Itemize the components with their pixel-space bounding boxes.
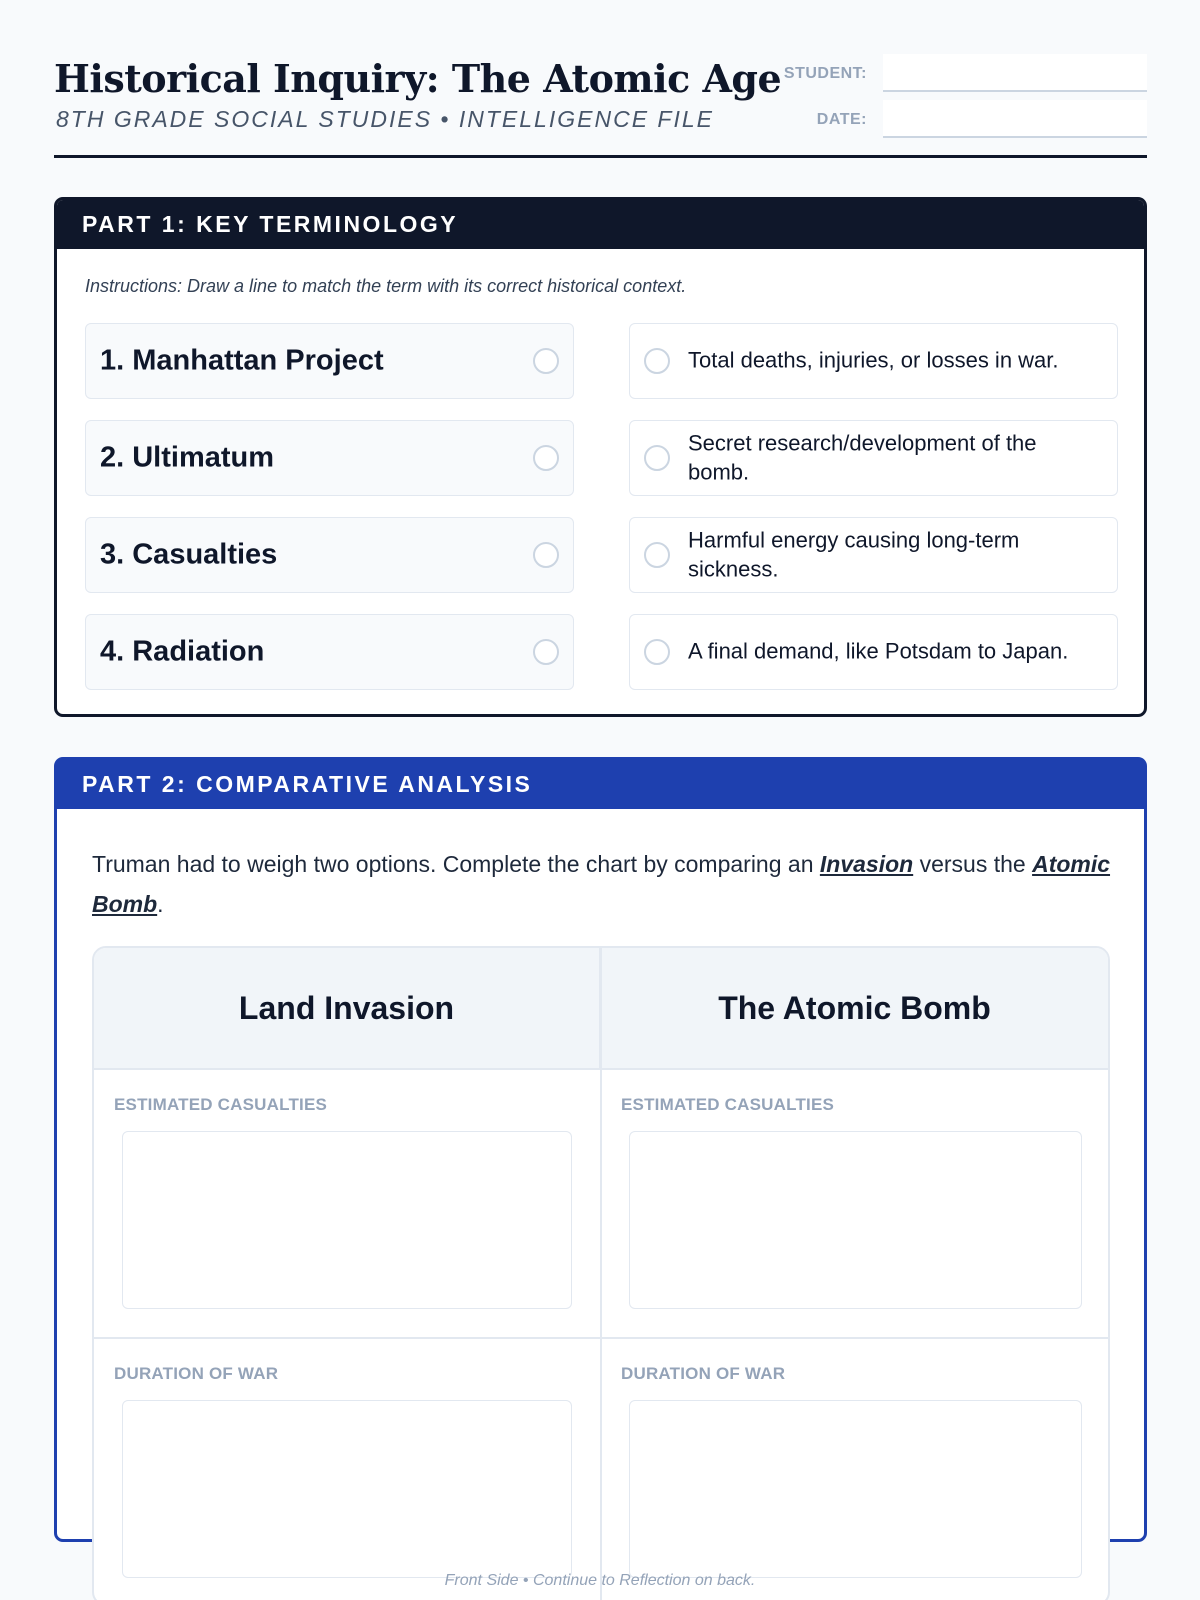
term-label: 1. Manhattan Project (100, 344, 384, 377)
comparison-chart (92, 946, 1110, 1600)
part1-section (54, 197, 1147, 717)
student-label: STUDENT: (783, 65, 867, 82)
term-label: 4. Radiation (100, 635, 265, 668)
definition-label: Harmful energy causing long-term sickness. (688, 527, 1020, 581)
term-match-dot[interactable] (533, 348, 559, 374)
prompt-emphasis-atomic-bomb: Atomic Bomb (92, 851, 1111, 917)
prompt-text: versus the (913, 851, 1033, 877)
definition-match-dot[interactable] (644, 542, 670, 568)
definition-label: Secret research/development of the bomb. (688, 430, 1037, 484)
page-subtitle: 8TH GRADE SOCIAL STUDIES • INTELLIGENCE FILE (56, 106, 714, 132)
worksheet-header (54, 54, 1147, 158)
term-row (85, 614, 574, 690)
term-match-dot[interactable] (533, 542, 559, 568)
answer-box-invasion-duration[interactable] (122, 1400, 572, 1578)
term-match-dot[interactable] (533, 445, 559, 471)
column-divider (600, 948, 602, 1600)
definition-match-dot[interactable] (644, 348, 670, 374)
part2-prompt (92, 844, 1112, 924)
term-row (85, 517, 574, 593)
row-divider (94, 1337, 1108, 1339)
column-header-land-invasion: Land Invasion (94, 948, 601, 1070)
prompt-emphasis-invasion: Invasion (819, 851, 914, 877)
row-label-duration: DURATION OF WAR (114, 1364, 279, 1383)
definition-label: Total deaths, injuries, or losses in war. (688, 347, 1059, 373)
definition-row (629, 420, 1118, 496)
page-title: Historical Inquiry: The Atomic Age (54, 56, 782, 101)
student-field[interactable] (883, 54, 1147, 92)
page-footer: Front Side • Continue to Reflection on back. (444, 1572, 756, 1589)
definition-row (629, 517, 1118, 593)
prompt-text: Truman had to weigh two options. Complete the chart by comparing an (92, 851, 820, 877)
definition-match-dot[interactable] (644, 445, 670, 471)
row-label-casualties: ESTIMATED CASUALTIES (114, 1095, 328, 1114)
answer-box-bomb-duration[interactable] (629, 1400, 1082, 1578)
row-label-duration: DURATION OF WAR (621, 1364, 786, 1383)
term-label: 2. Ultimatum (100, 441, 275, 474)
date-field[interactable] (883, 100, 1147, 138)
answer-box-invasion-casualties[interactable] (122, 1131, 572, 1309)
part1-heading: PART 1: KEY TERMINOLOGY (56, 199, 1145, 249)
definition-label: A final demand, like Potsdam to Japan. (688, 638, 1069, 664)
term-label: 3. Casualties (100, 538, 278, 571)
part2-heading: PART 2: COMPARATIVE ANALYSIS (56, 759, 1145, 809)
answer-box-bomb-casualties[interactable] (629, 1131, 1082, 1309)
term-row (85, 420, 574, 496)
date-label: DATE: (816, 111, 867, 128)
column-header-atomic-bomb: The Atomic Bomb (601, 948, 1108, 1070)
definition-row (629, 614, 1118, 690)
prompt-text: . (157, 891, 164, 917)
definition-row (629, 323, 1118, 399)
term-row (85, 323, 574, 399)
term-match-dot[interactable] (533, 639, 559, 665)
part1-instructions: Instructions: Draw a line to match the term with its correct historical context. (85, 276, 687, 296)
part2-section (54, 757, 1147, 1542)
definition-match-dot[interactable] (644, 639, 670, 665)
row-label-casualties: ESTIMATED CASUALTIES (621, 1095, 835, 1114)
